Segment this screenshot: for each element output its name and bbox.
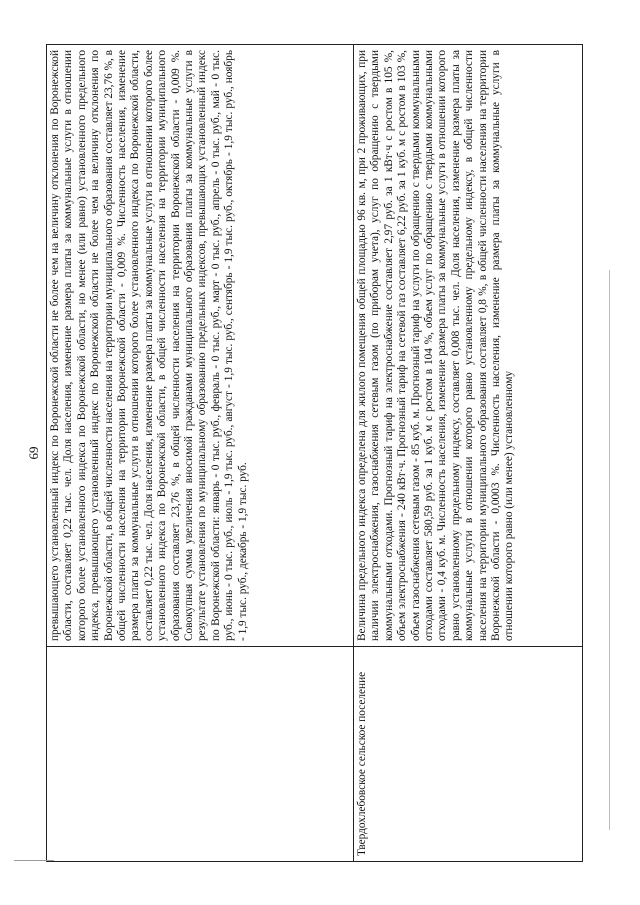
page-number: 69 xyxy=(26,446,41,460)
scan-edge-line xyxy=(609,270,610,830)
rotated-page-content xyxy=(20,38,585,868)
table-row xyxy=(47,45,354,862)
scan-margin-mark xyxy=(14,860,54,861)
document-table xyxy=(46,44,583,862)
territory-cell xyxy=(47,647,354,862)
description-cell: превышающего установленный индекс по Воронежской области не более чем на величину отклонения по Воронежской области, составляет 0,22 тыс. чел. Доля населения, изменение размера платы за коммунальные услуги в отношении которого более установленного индекса по Воронежской области, но менее (или равно) установленного предельного индекса, превышающего установленный индекс по Воронежской области не более чем на величину отклонения по Воронежской области, в общей численности населения на территории муниципального образования составляет 23,76 %, в общей численности населения на территории Воронежской области - 0,009 %. Численность населения, изменение размера платы за коммунальные услуги в отношении которого более установленного индекса по Воронежской области, составляет 0,22 тыс. чел. Доля населения, изменение размера платы за коммунальные услуги в отношении которого более установленного индекса по Воронежской области, в общей численности населения на территории муниципального образования составляет 23,76 %, в общей численности населения на территории Воронежской области - 0,009 %. Совокупная сумма увеличения вносимой гражданами муниципального образования платы за коммунальные услуги в результате установления по муниципальному образованию предельных индексов, превышающих установленный индекс по Воронежской области: январь - 0 тыс. руб., февраль - 0 тыс. руб., март - 0 тыс. руб., апрель - 0 тыс. руб., май - 0 тыс. руб., июнь - 0 тыс. руб., июль - 1,9 тыс. руб., август - 1,9 тыс. руб., сентябрь - 1,9 тыс. руб., октябрь - 1,9 тыс. руб., ноябрь - 1,9 тыс. руб., декабрь - 1,9 тыс. руб. xyxy=(47,45,354,647)
table-row xyxy=(354,45,583,862)
territory-cell: Твердохлебовское сельское поселение xyxy=(354,647,583,862)
description-cell: Величина предельного индекса определена для жилого помещения общей площадью 96 кв. м, при 2 проживающих, при наличии электроснабжения, газоснабжения сетевым газом (по приборам учета), услуг по обращению с твердыми коммунальными отходами. Прогнозный тариф на электроснабжение составляет 2,97 руб. за 1 кВт·ч с ростом в 105 %, объем электроснабжения - 240 кВт·ч. Прогнозный тариф на сетевой газ составляет 6,22 руб. за 1 куб. м с ростом в 103 %, объем газоснабжения сетевым газом - 85 куб. м. Прогнозный тариф на услуги по обращению с твердыми коммунальными отходами составляет 580,59 руб. за 1 куб. м с ростом в 104 %, объем услуг по обращению с твердыми коммунальными отходами - 0,4 куб. м. Численность населения, изменение размера платы за коммунальные услуги в отношении которого равно установленному предельному индексу, составляет 0,008 тыс. чел. Доля населения, изменение размера платы за коммунальные услуги в отношении которого равно установленному предельному индексу, в общей численности населения на территории муниципального образования составляет 0,8 %, в общей численности населения на территории Воронежской области - 0,0003 %. Численность населения, изменение размера платы за коммунальные услуги в отношении которого равно (или менее) установленному xyxy=(354,45,583,647)
